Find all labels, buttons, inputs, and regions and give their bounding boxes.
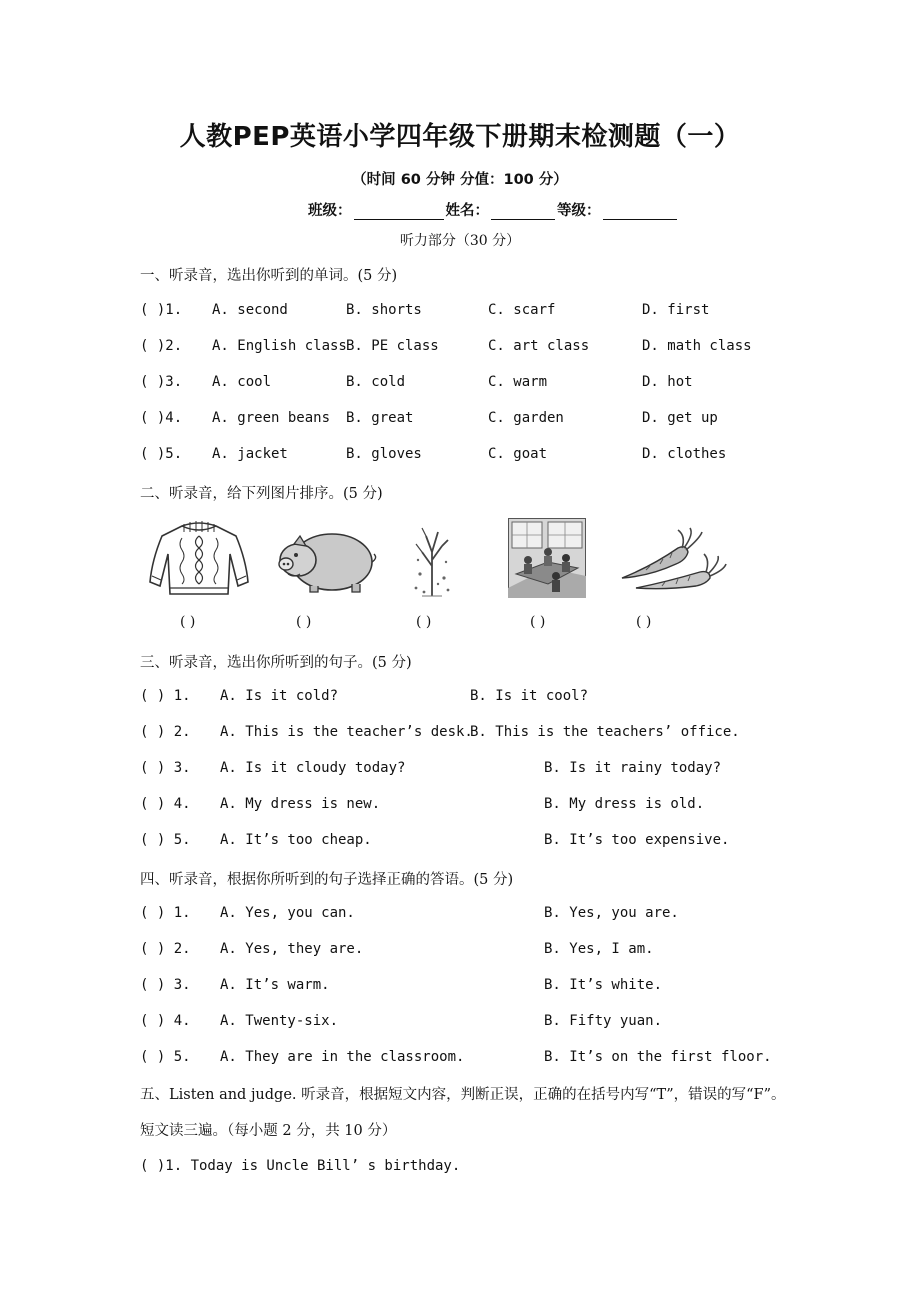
question-number: ( ) 3. (140, 760, 191, 776)
option-b: B. Yes, I am. (544, 941, 654, 957)
option-a: A. English class (212, 338, 347, 354)
option-d: D. math class (642, 338, 752, 354)
option-b: B. shorts (346, 302, 422, 318)
option-a: A. My dress is new. (220, 796, 381, 812)
option-b: B. My dress is old. (544, 796, 705, 812)
option-a: A. They are in the classroom. (220, 1049, 465, 1065)
option-a: A. cool (212, 374, 272, 390)
option-d: D. first (642, 302, 710, 318)
question-number: ( )2. (140, 338, 183, 354)
option-b: B. Is it cool? (470, 688, 589, 704)
student-info-line (308, 199, 679, 220)
section4-heading: 四、听录音，根据你所听到的句子选择正确的答语。(5 分) (140, 872, 514, 888)
section3-heading: 三、听录音，选出你所听到的句子。(5 分) (140, 655, 412, 671)
option-b: B. Yes, you are. (544, 905, 679, 921)
classroom-icon (508, 518, 586, 598)
question-number: ( ) 1. (140, 688, 191, 704)
section1-heading: 一、听录音，选出你听到的单词。(5 分) (140, 268, 398, 284)
class-blank[interactable] (354, 204, 444, 220)
picture-order-blank[interactable]: ( ) (636, 614, 652, 630)
question-number: ( )1. (140, 302, 183, 318)
question-number: ( )4. (140, 410, 183, 426)
option-b: B. Fifty yuan. (544, 1013, 663, 1029)
option-b: B. gloves (346, 446, 422, 462)
page-title: 人教PEP英语小学四年级下册期末检测题（一） (179, 122, 741, 152)
option-a: A. second (212, 302, 288, 318)
question-number: ( ) 1. (140, 905, 191, 921)
listening-part-heading: 听力部分（30 分） (399, 233, 521, 249)
section5-heading: 五、Listen and judge. 听录音，根据短文内容，判断正误，正确的在括号内写“T”，错误的写“F”。短文读三遍。（每小题 2 分，共 10 分） (140, 1087, 786, 1139)
option-c: C. goat (488, 446, 548, 462)
question-number: ( ) 5. (140, 832, 191, 848)
grade-blank[interactable] (603, 204, 677, 220)
exam-subtitle: （时间 60 分钟 分值：100 分） (352, 172, 568, 188)
option-c: C. warm (488, 374, 548, 390)
picture-order-blank[interactable]: ( ) (416, 614, 432, 630)
question-number: ( ) 4. (140, 796, 191, 812)
option-c: C. scarf (488, 302, 556, 318)
sweater-icon (148, 520, 250, 600)
question-number: ( ) 2. (140, 724, 191, 740)
option-a: A. It’s too cheap. (220, 832, 372, 848)
option-a: A. green beans (212, 410, 331, 426)
option-c: C. garden (488, 410, 564, 426)
option-a: A. Twenty-six. (220, 1013, 339, 1029)
option-b: B. It’s too expensive. (544, 832, 730, 848)
option-b: B. PE class (346, 338, 439, 354)
option-d: D. get up (642, 410, 718, 426)
option-b: B. Is it rainy today? (544, 760, 722, 776)
option-a: A. Is it cold? (220, 688, 339, 704)
option-a: A. jacket (212, 446, 288, 462)
question-number: ( ) 4. (140, 1013, 191, 1029)
option-a: A. Yes, they are. (220, 941, 364, 957)
judge-question-1: ( )1. Today is Uncle Bill’ s birthday. (140, 1158, 461, 1174)
option-b: B. It’s on the first floor. (544, 1049, 772, 1065)
option-a: A. Yes, you can. (220, 905, 355, 921)
autumn-tree-icon (410, 522, 454, 598)
option-b: B. great (346, 410, 414, 426)
option-d: D. clothes (642, 446, 727, 462)
question-number: ( ) 3. (140, 977, 191, 993)
name-label: 姓名： (445, 203, 489, 219)
option-c: C. art class (488, 338, 590, 354)
name-blank[interactable] (491, 204, 555, 220)
picture-order-blank[interactable]: ( ) (180, 614, 196, 630)
section2-heading: 二、听录音，给下列图片排序。(5 分) (140, 486, 383, 502)
question-number: ( )5. (140, 446, 183, 462)
pig-icon (270, 524, 380, 596)
option-a: A. It’s warm. (220, 977, 330, 993)
option-b: B. This is the teachers’ office. (470, 724, 740, 740)
picture-order-blank[interactable]: ( ) (296, 614, 312, 630)
option-b: B. It’s white. (544, 977, 663, 993)
class-label: 班级： (308, 203, 352, 219)
option-a: A. Is it cloudy today? (220, 760, 406, 776)
option-d: D. hot (642, 374, 693, 390)
question-number: ( ) 5. (140, 1049, 191, 1065)
carrots-icon (616, 526, 728, 594)
question-number: ( ) 2. (140, 941, 191, 957)
grade-label: 等级： (557, 203, 601, 219)
option-a: A. This is the teacher’s desk. (220, 724, 473, 740)
option-b: B. cold (346, 374, 406, 390)
question-number: ( )3. (140, 374, 183, 390)
picture-order-blank[interactable]: ( ) (530, 614, 546, 630)
